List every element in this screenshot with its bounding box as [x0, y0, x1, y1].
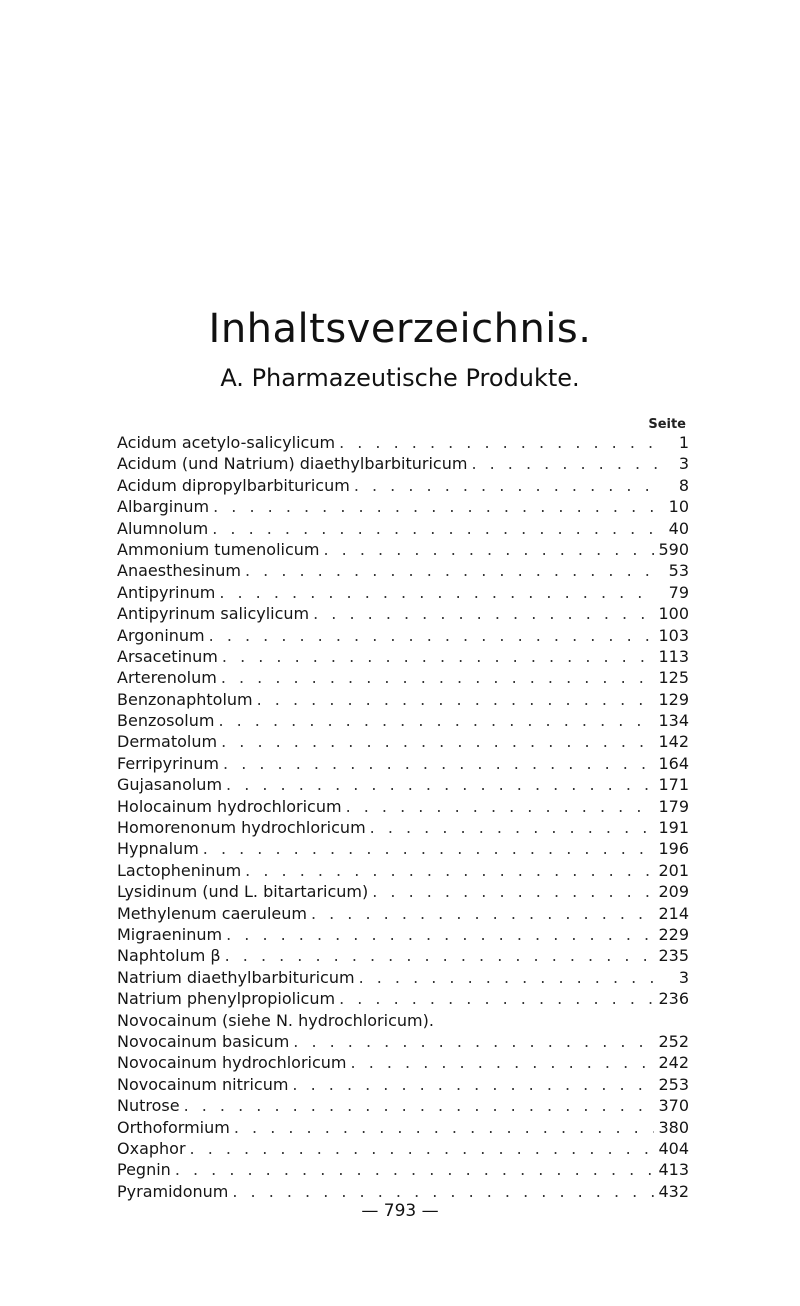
toc-entry-name: Antipyrinum — [117, 582, 216, 602]
toc-entry — [117, 817, 689, 838]
toc-entry — [117, 432, 689, 453]
dot-leader — [222, 646, 655, 667]
toc-entry — [117, 731, 689, 752]
toc-entry — [117, 967, 689, 988]
toc-entry-page: 171 — [658, 775, 689, 795]
section-heading: A. Pharmazeutische Produkte. — [220, 364, 580, 392]
page-column-header: Seite — [648, 417, 686, 432]
toc-entry-name: Methylenum caeruleum — [117, 903, 307, 923]
toc-entry — [117, 667, 689, 688]
toc-entry — [117, 603, 689, 624]
dot-leader — [190, 1138, 655, 1159]
toc-entry — [117, 1181, 689, 1202]
toc-entry-page: 100 — [658, 604, 689, 624]
toc-entry-name: Gujasanolum — [117, 775, 223, 795]
toc-entry — [117, 710, 689, 731]
dot-leader — [370, 817, 655, 838]
toc-entry-page: 103 — [658, 625, 689, 645]
toc-entry-page: 242 — [658, 1053, 689, 1073]
toc-entry-name: Anaesthesinum — [117, 561, 241, 581]
toc-entry-name: Antipyrinum salicylicum — [117, 604, 310, 624]
toc-entry — [117, 903, 689, 924]
dot-leader — [175, 1159, 655, 1180]
dot-leader — [311, 903, 655, 924]
dot-leader — [351, 1052, 655, 1073]
toc-entry — [117, 475, 689, 496]
dot-leader — [219, 582, 657, 603]
toc-entry — [117, 496, 689, 517]
toc-entry — [117, 539, 689, 560]
toc-entry-name: Alumnolum — [117, 518, 209, 538]
dot-leader — [223, 753, 654, 774]
toc-entry-name: Albarginum — [117, 497, 210, 517]
toc-entry — [117, 945, 689, 966]
page-number: — 793 — — [361, 1201, 439, 1221]
toc-entry — [117, 1010, 689, 1031]
toc-entry-name: Orthoformium — [117, 1117, 230, 1137]
toc-entry-page: 252 — [658, 1031, 689, 1051]
toc-entry — [117, 753, 689, 774]
table-of-contents — [117, 432, 689, 1202]
toc-entry-name: Lactopheninum — [117, 860, 242, 880]
toc-entry — [117, 1052, 689, 1073]
dot-leader — [257, 689, 655, 710]
dot-leader — [324, 539, 655, 560]
toc-entry-page: 590 — [658, 539, 689, 559]
toc-entry-page: 432 — [658, 1181, 689, 1201]
toc-entry — [117, 774, 689, 795]
toc-entry-page: 236 — [658, 989, 689, 1009]
dot-leader — [213, 496, 657, 517]
toc-entry-name: Acidum acetylo-salicylicum — [117, 433, 336, 452]
toc-entry-name: Novocainum (siehe N. hydrochloricum). — [117, 1010, 434, 1030]
toc-entry-name: Dermatolum — [117, 732, 218, 752]
toc-entry-name: Arterenolum — [117, 668, 217, 688]
dot-leader — [221, 731, 654, 752]
toc-entry — [117, 1159, 689, 1180]
dot-leader — [313, 603, 654, 624]
dot-leader — [212, 518, 657, 539]
dot-leader — [232, 1181, 654, 1202]
toc-entry — [117, 689, 689, 710]
toc-entry — [117, 453, 689, 474]
toc-entry-page: 209 — [658, 882, 689, 902]
toc-entry-name: Novocainum hydrochloricum — [117, 1053, 347, 1073]
dot-leader — [245, 860, 654, 881]
toc-entry-name: Novocainum nitricum — [117, 1074, 289, 1094]
toc-entry — [117, 1117, 689, 1138]
toc-entry — [117, 1138, 689, 1159]
toc-entry-name: Naphtolum β — [117, 946, 221, 966]
toc-entry — [117, 518, 689, 539]
toc-entry-page: 164 — [658, 753, 689, 773]
toc-entry-page: 125 — [658, 668, 689, 688]
dot-leader — [234, 1117, 655, 1138]
toc-entry-page: 413 — [658, 1160, 689, 1180]
toc-entry-page: 40 — [668, 518, 689, 538]
toc-entry-page: 196 — [658, 839, 689, 859]
toc-entry-name: Argoninum — [117, 625, 205, 645]
toc-entry-page: 191 — [658, 818, 689, 838]
dot-leader — [359, 967, 657, 988]
toc-entry-name: Pyramidonum — [117, 1181, 229, 1201]
dot-leader — [293, 1031, 654, 1052]
toc-entry-page: 129 — [658, 689, 689, 709]
toc-entry-page: 8 — [678, 475, 689, 495]
toc-entry-page: 3 — [678, 454, 689, 474]
toc-entry-page: 113 — [658, 646, 689, 666]
dot-leader — [225, 945, 655, 966]
toc-entry-page: 201 — [658, 860, 689, 880]
dot-leader — [471, 453, 657, 474]
dot-leader — [226, 924, 654, 945]
dot-leader — [339, 988, 654, 1009]
toc-entry — [117, 881, 689, 902]
toc-entry-name: Ammonium tumenolicum — [117, 539, 320, 559]
dot-leader — [203, 838, 655, 859]
toc-entry-page: 53 — [668, 561, 689, 581]
toc-entry — [117, 1031, 689, 1052]
dot-leader — [184, 1095, 655, 1116]
toc-entry — [117, 625, 689, 646]
toc-entry-name: Acidum (und Natrium) diaethylbarbituricum — [117, 454, 468, 474]
toc-entry-name: Pegnin — [117, 1160, 171, 1180]
toc-entry-page: 10 — [668, 497, 689, 517]
dot-leader — [209, 625, 655, 646]
toc-entry — [117, 1074, 689, 1095]
toc-entry-page: 370 — [658, 1096, 689, 1116]
toc-entry-name: Holocainum hydrochloricum — [117, 796, 342, 816]
toc-entry — [117, 796, 689, 817]
toc-entry-name: Acidum dipropylbarbituricum — [117, 475, 350, 495]
dot-leader — [354, 475, 657, 496]
toc-entry-page: 3 — [678, 967, 689, 987]
toc-entry — [117, 560, 689, 581]
toc-entry-page: 1 — [678, 433, 689, 452]
toc-entry — [117, 838, 689, 859]
dot-leader — [372, 881, 654, 902]
toc-entry-page: 229 — [658, 924, 689, 944]
toc-entry-name: Migraeninum — [117, 924, 223, 944]
toc-entry-name: Natrium phenylpropiolicum — [117, 989, 336, 1009]
toc-entry — [117, 1095, 689, 1116]
dot-leader — [339, 432, 657, 453]
toc-entry-name: Benzonaphtolum — [117, 689, 253, 709]
toc-entry-page: 142 — [658, 732, 689, 752]
toc-entry — [117, 646, 689, 667]
dot-leader — [226, 774, 654, 795]
dot-leader — [218, 710, 654, 731]
toc-entry-name: Hypnalum — [117, 839, 199, 859]
toc-entry — [117, 582, 689, 603]
toc-entry-page: 179 — [658, 796, 689, 816]
toc-entry-name: Lysidinum (und L. bitartaricum) — [117, 882, 369, 902]
toc-entry-page: 235 — [658, 946, 689, 966]
page-title: Inhaltsverzeichnis. — [208, 306, 592, 352]
toc-entry-page: 253 — [658, 1074, 689, 1094]
toc-entry-name: Nutrose — [117, 1096, 180, 1116]
toc-entry-name: Ferripyrinum — [117, 753, 220, 773]
toc-entry — [117, 924, 689, 945]
dot-leader — [221, 667, 655, 688]
toc-entry-page: 79 — [668, 582, 689, 602]
toc-entry-page: 404 — [658, 1138, 689, 1158]
toc-entry — [117, 860, 689, 881]
toc-entry-page: 380 — [658, 1117, 689, 1137]
toc-entry-page: 214 — [658, 903, 689, 923]
toc-entry-name: Novocainum basicum — [117, 1031, 290, 1051]
toc-entry-name: Arsacetinum — [117, 646, 218, 666]
dot-leader — [292, 1074, 654, 1095]
toc-entry — [117, 988, 689, 1009]
toc-entry-page: 134 — [658, 711, 689, 731]
toc-entry-name: Natrium diaethylbarbituricum — [117, 967, 355, 987]
dot-leader — [346, 796, 655, 817]
toc-entry-name: Homorenonum hydrochloricum — [117, 818, 366, 838]
toc-entry-name: Oxaphor — [117, 1138, 186, 1158]
toc-entry-name: Benzosolum — [117, 711, 215, 731]
dot-leader — [245, 560, 657, 581]
